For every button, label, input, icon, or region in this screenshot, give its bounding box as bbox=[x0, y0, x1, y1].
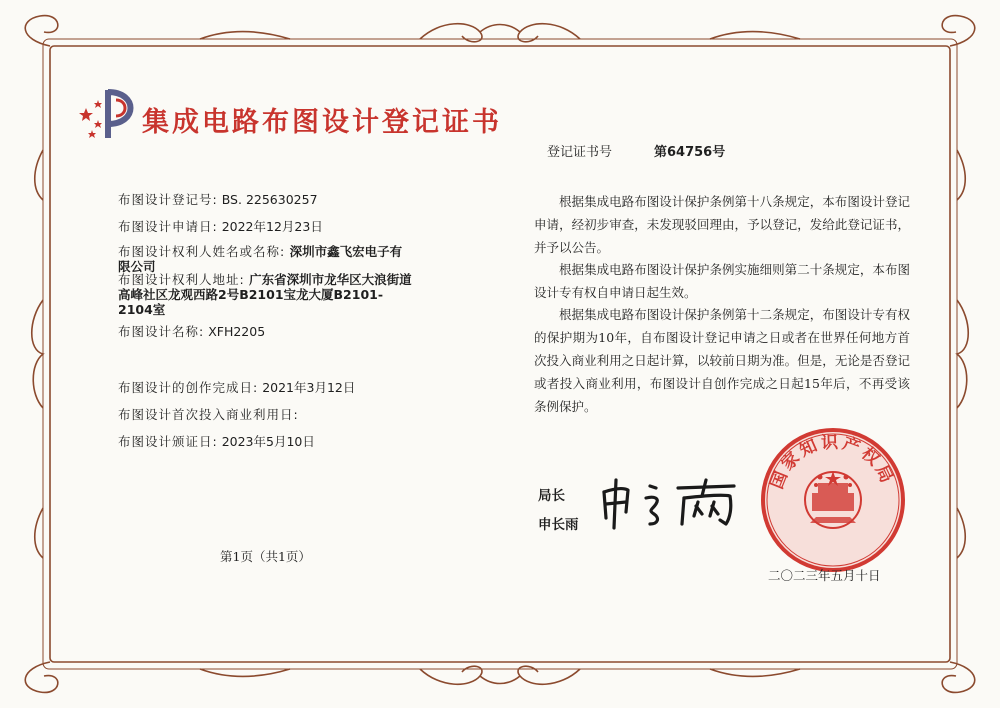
field-creation-date bbox=[118, 378, 355, 396]
field-label: 布图设计颁证日: bbox=[118, 434, 218, 449]
issue-date-chinese: 二〇二三年五月十日 bbox=[768, 568, 881, 583]
field-value: 2023年5月10日 bbox=[221, 434, 315, 449]
field-registration-no bbox=[118, 190, 318, 208]
director-signature bbox=[598, 474, 748, 530]
field-value: 广东省深圳市龙华区大浪街道高峰社区龙观西路2号B2101宝龙大厦B2101-2104室 bbox=[118, 272, 412, 317]
field-label: 布图设计权利人地址: bbox=[118, 272, 245, 287]
statement-paragraph-2: 根据集成电路布图设计保护条例实施细则第二十条规定，本布图设计专有权自申请日起生效。 bbox=[534, 262, 910, 300]
field-label: 布图设计的创作完成日: bbox=[118, 380, 259, 395]
field-application-date bbox=[118, 217, 323, 235]
field-label: 布图设计登记号: bbox=[118, 192, 218, 207]
field-label: 布图设计权利人姓名或名称: bbox=[118, 244, 286, 259]
statement-paragraph-1: 根据集成电路布图设计保护条例第十八条规定，本布图设计登记申请，经初步审查，未发现驳回理由，予以登记，发给此登记证书，并予以公告。 bbox=[534, 194, 910, 255]
ic-layout-logo bbox=[78, 86, 142, 142]
director-title: 局长 bbox=[538, 488, 565, 504]
field-value: XFH2205 bbox=[208, 324, 266, 339]
statement-paragraph-3: 根据集成电路布图设计保护条例第十二条规定，布图设计专有权的保护期为10年，自布图设计登记申请之日或者在世界任何地方首次投入商业利用之日起计算，以较前日期为准。但是，无论是否登记或者投入商业利用，布图设计自创作完成之日起15年后，不再受该条例保护。 bbox=[534, 307, 910, 414]
page-number: 第1页（共1页） bbox=[220, 549, 311, 564]
field-rights-holder bbox=[118, 244, 414, 274]
certificate-number-label: 登记证书号 bbox=[547, 145, 613, 160]
field-value: 2021年3月12日 bbox=[262, 380, 356, 395]
official-seal bbox=[760, 427, 906, 573]
field-holder-address bbox=[118, 272, 414, 317]
field-issue-date bbox=[118, 432, 315, 450]
certificate-number-value: 第64756号 bbox=[654, 145, 726, 160]
field-value: 深圳市鑫飞宏电子有限公司 bbox=[118, 244, 403, 274]
field-label: 布图设计首次投入商业利用日: bbox=[118, 407, 299, 422]
field-first-commercial-use bbox=[118, 405, 299, 423]
director-name: 申长雨 bbox=[538, 517, 579, 533]
field-design-name bbox=[118, 322, 265, 340]
field-label: 布图设计名称: bbox=[118, 324, 205, 339]
certificate-title: 集成电路布图设计登记证书 bbox=[142, 107, 502, 138]
field-value: 2022年12月23日 bbox=[221, 219, 323, 234]
seal-text: 国家知识产权局 bbox=[767, 432, 898, 492]
field-label: 布图设计申请日: bbox=[118, 219, 218, 234]
field-value: BS. 225630257 bbox=[221, 192, 318, 207]
